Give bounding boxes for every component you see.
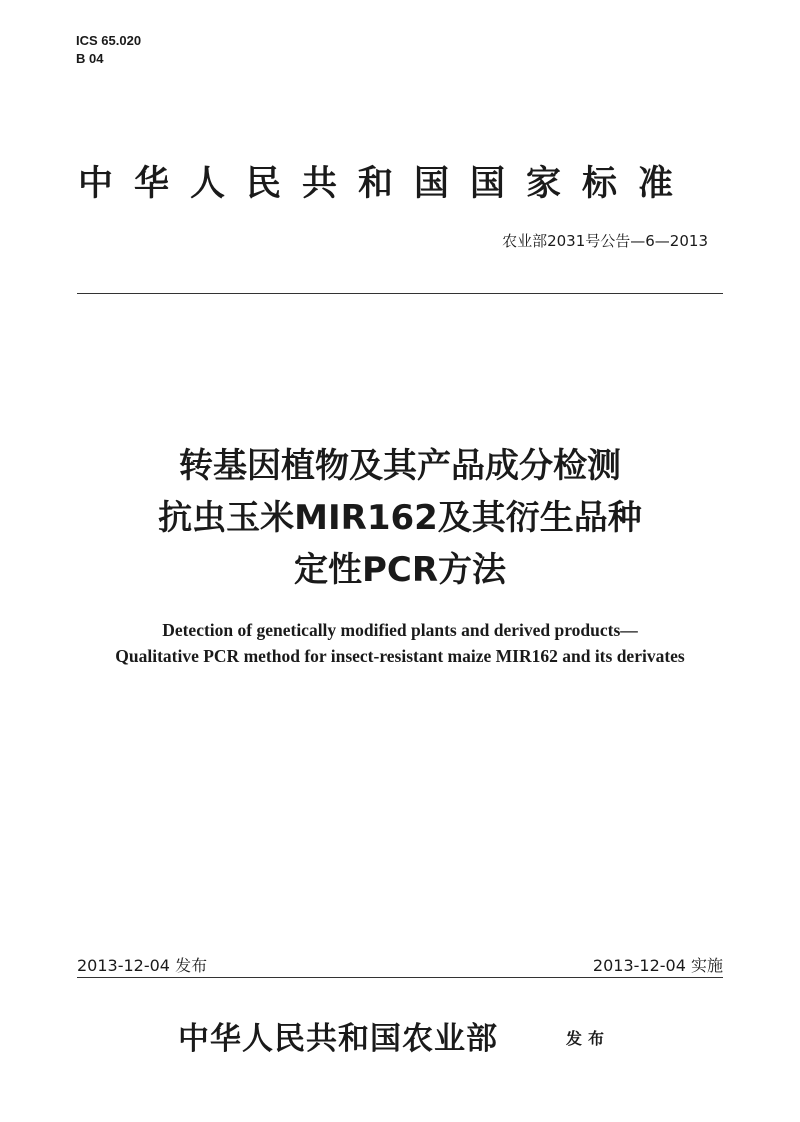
issuer-suffix: 发布 [566,1029,611,1048]
title-cn-line-2: 抗虫玉米MIR162及其衍生品种 [158,498,642,538]
implementation-date: 2013-12-04 实施 [592,956,723,975]
bottom-divider [77,977,723,978]
ics-code: ICS 65.020 [76,33,142,48]
title-en-line-1: Detection of genetically modified plants and derived products— [162,620,638,640]
top-divider [77,293,723,294]
issue-date: 2013-12-04 发布 [77,956,208,975]
standard-number: 农业部2031号公告—6—2013 [502,232,708,250]
title-cn-line-3: 定性PCR方法 [293,550,507,590]
issuer-name: 中华人民共和国农业部 [178,1021,498,1057]
title-en-line-2: Qualitative PCR method for insect-resistant maize MIR162 and its derivates [115,646,685,666]
title-cn-line-1: 转基因植物及其产品成分检测 [179,446,621,486]
national-standard-heading: 中华人民共和国国家标准 [78,164,695,204]
ccs-code: B 04 [76,51,104,66]
